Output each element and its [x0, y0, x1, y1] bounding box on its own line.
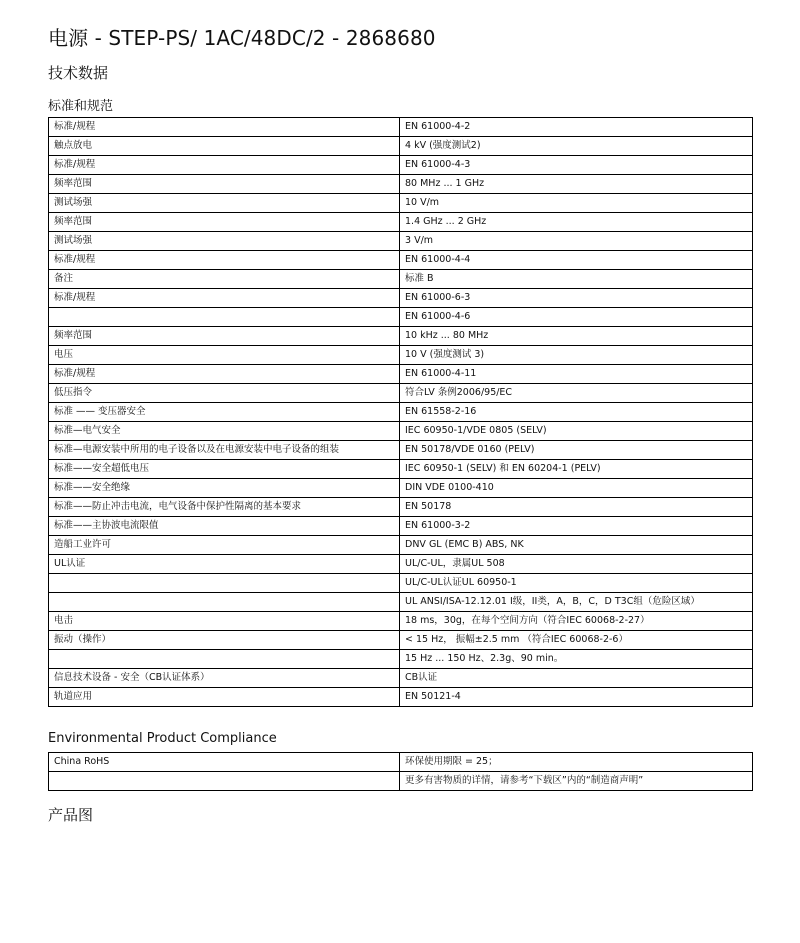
spec-label: 电压: [49, 346, 400, 365]
table-row: [49, 270, 753, 289]
table-row: [49, 753, 753, 772]
spec-value: 15 Hz ... 150 Hz、2.3g、90 min。: [400, 650, 753, 669]
table-row: [49, 441, 753, 460]
spec-value: 更多有害物质的详情，请参考“下载区”内的“制造商声明”: [400, 772, 753, 791]
table-row: [49, 118, 753, 137]
standards-heading: 标准和规范: [48, 99, 114, 114]
table-row: [49, 289, 753, 308]
spec-value: EN 61000-4-11: [400, 365, 753, 384]
spec-value: 环保使用期限 = 25；: [400, 753, 753, 772]
product-image-heading: 产品图: [48, 806, 94, 824]
spec-label: 标准——安全绝缘: [49, 479, 400, 498]
spec-value: 1.4 GHz ... 2 GHz: [400, 213, 753, 232]
table-row: [49, 517, 753, 536]
spec-label: 标准—电气安全: [49, 422, 400, 441]
table-row: [49, 365, 753, 384]
page-title: 电源 - STEP-PS/ 1AC/48DC/2 - 2868680: [48, 26, 436, 50]
spec-label: China RoHS: [49, 753, 400, 772]
spec-label: 备注: [49, 270, 400, 289]
table-row: [49, 194, 753, 213]
table-row: [49, 384, 753, 403]
table-row: [49, 688, 753, 707]
table-row: [49, 251, 753, 270]
spec-value: EN 50178: [400, 498, 753, 517]
spec-label: 标准——主协波电流限值: [49, 517, 400, 536]
spec-label: [49, 650, 400, 669]
spec-value: IEC 60950-1/VDE 0805 (SELV): [400, 422, 753, 441]
spec-value: 10 V (强度测试 3): [400, 346, 753, 365]
table-row: [49, 308, 753, 327]
spec-label: 低压指令: [49, 384, 400, 403]
spec-label: 标准/规程: [49, 289, 400, 308]
table-row: [49, 536, 753, 555]
spec-value: 标准 B: [400, 270, 753, 289]
spec-label: [49, 574, 400, 593]
table-row: [49, 593, 753, 612]
spec-value: EN 61000-3-2: [400, 517, 753, 536]
table-row: [49, 460, 753, 479]
spec-value: IEC 60950-1 (SELV) 和 EN 60204-1 (PELV): [400, 460, 753, 479]
env-compliance-table: [48, 752, 753, 791]
table-row: [49, 156, 753, 175]
spec-label: 频率范围: [49, 175, 400, 194]
table-row: [49, 137, 753, 156]
spec-value: 3 V/m: [400, 232, 753, 251]
spec-label: 标准/规程: [49, 156, 400, 175]
spec-value: EN 61558-2-16: [400, 403, 753, 422]
spec-value: EN 61000-4-3: [400, 156, 753, 175]
spec-label: 频率范围: [49, 327, 400, 346]
spec-value: EN 50178/VDE 0160 (PELV): [400, 441, 753, 460]
spec-value: DNV GL (EMC B) ABS, NK: [400, 536, 753, 555]
spec-label: 振动（操作）: [49, 631, 400, 650]
table-row: [49, 479, 753, 498]
table-row: [49, 772, 753, 791]
table-row: [49, 403, 753, 422]
spec-value: UL/C-UL，隶属UL 508: [400, 555, 753, 574]
spec-value: EN 61000-4-4: [400, 251, 753, 270]
standards-table: [48, 117, 753, 707]
spec-value: 10 kHz ... 80 MHz: [400, 327, 753, 346]
spec-label: 造船工业许可: [49, 536, 400, 555]
table-row: [49, 631, 753, 650]
table-row: [49, 555, 753, 574]
spec-value: 符合LV 条例2006/95/EC: [400, 384, 753, 403]
spec-label: 标准——防止冲击电流，电气设备中保护性隔离的基本要求: [49, 498, 400, 517]
table-row: [49, 422, 753, 441]
spec-value: 18 ms，30g，在每个空间方向（符合IEC 60068-2-27）: [400, 612, 753, 631]
spec-value: EN 50121-4: [400, 688, 753, 707]
spec-label: 标准/规程: [49, 365, 400, 384]
table-row: [49, 669, 753, 688]
table-row: [49, 175, 753, 194]
spec-value: UL/C-UL认证UL 60950-1: [400, 574, 753, 593]
table-row: [49, 574, 753, 593]
spec-label: [49, 593, 400, 612]
spec-value: DIN VDE 0100-410: [400, 479, 753, 498]
spec-label: 测试场强: [49, 232, 400, 251]
env-compliance-heading: Environmental Product Compliance: [48, 731, 277, 746]
table-row: [49, 612, 753, 631]
spec-value: 4 kV (强度测试2): [400, 137, 753, 156]
table-row: [49, 650, 753, 669]
spec-label: 标准/规程: [49, 251, 400, 270]
spec-value: EN 61000-4-2: [400, 118, 753, 137]
spec-value: < 15 Hz， 振幅±2.5 mm （符合IEC 60068-2-6）: [400, 631, 753, 650]
spec-label: UL认证: [49, 555, 400, 574]
spec-value: EN 61000-6-3: [400, 289, 753, 308]
spec-label: [49, 308, 400, 327]
spec-value: 10 V/m: [400, 194, 753, 213]
spec-label: 触点放电: [49, 137, 400, 156]
spec-label: 信息技术设备 - 安全（CB认证体系）: [49, 669, 400, 688]
spec-label: 标准——安全超低电压: [49, 460, 400, 479]
spec-value: UL ANSI/ISA-12.12.01 I级，II类，A，B，C，D T3C组（危险区域）: [400, 593, 753, 612]
table-row: [49, 498, 753, 517]
table-row: [49, 346, 753, 365]
table-row: [49, 327, 753, 346]
spec-label: 标准/规程: [49, 118, 400, 137]
spec-label: 电击: [49, 612, 400, 631]
spec-label: [49, 772, 400, 791]
tech-data-heading: 技术数据: [48, 64, 109, 82]
table-row: [49, 232, 753, 251]
table-row: [49, 213, 753, 232]
spec-label: 标准—电源安装中所用的电子设备以及在电源安装中电子设备的组装: [49, 441, 400, 460]
spec-value: 80 MHz ... 1 GHz: [400, 175, 753, 194]
spec-value: CB认证: [400, 669, 753, 688]
spec-label: 测试场强: [49, 194, 400, 213]
spec-value: EN 61000-4-6: [400, 308, 753, 327]
spec-label: 频率范围: [49, 213, 400, 232]
spec-label: 标准 —— 变压器安全: [49, 403, 400, 422]
spec-label: 轨道应用: [49, 688, 400, 707]
